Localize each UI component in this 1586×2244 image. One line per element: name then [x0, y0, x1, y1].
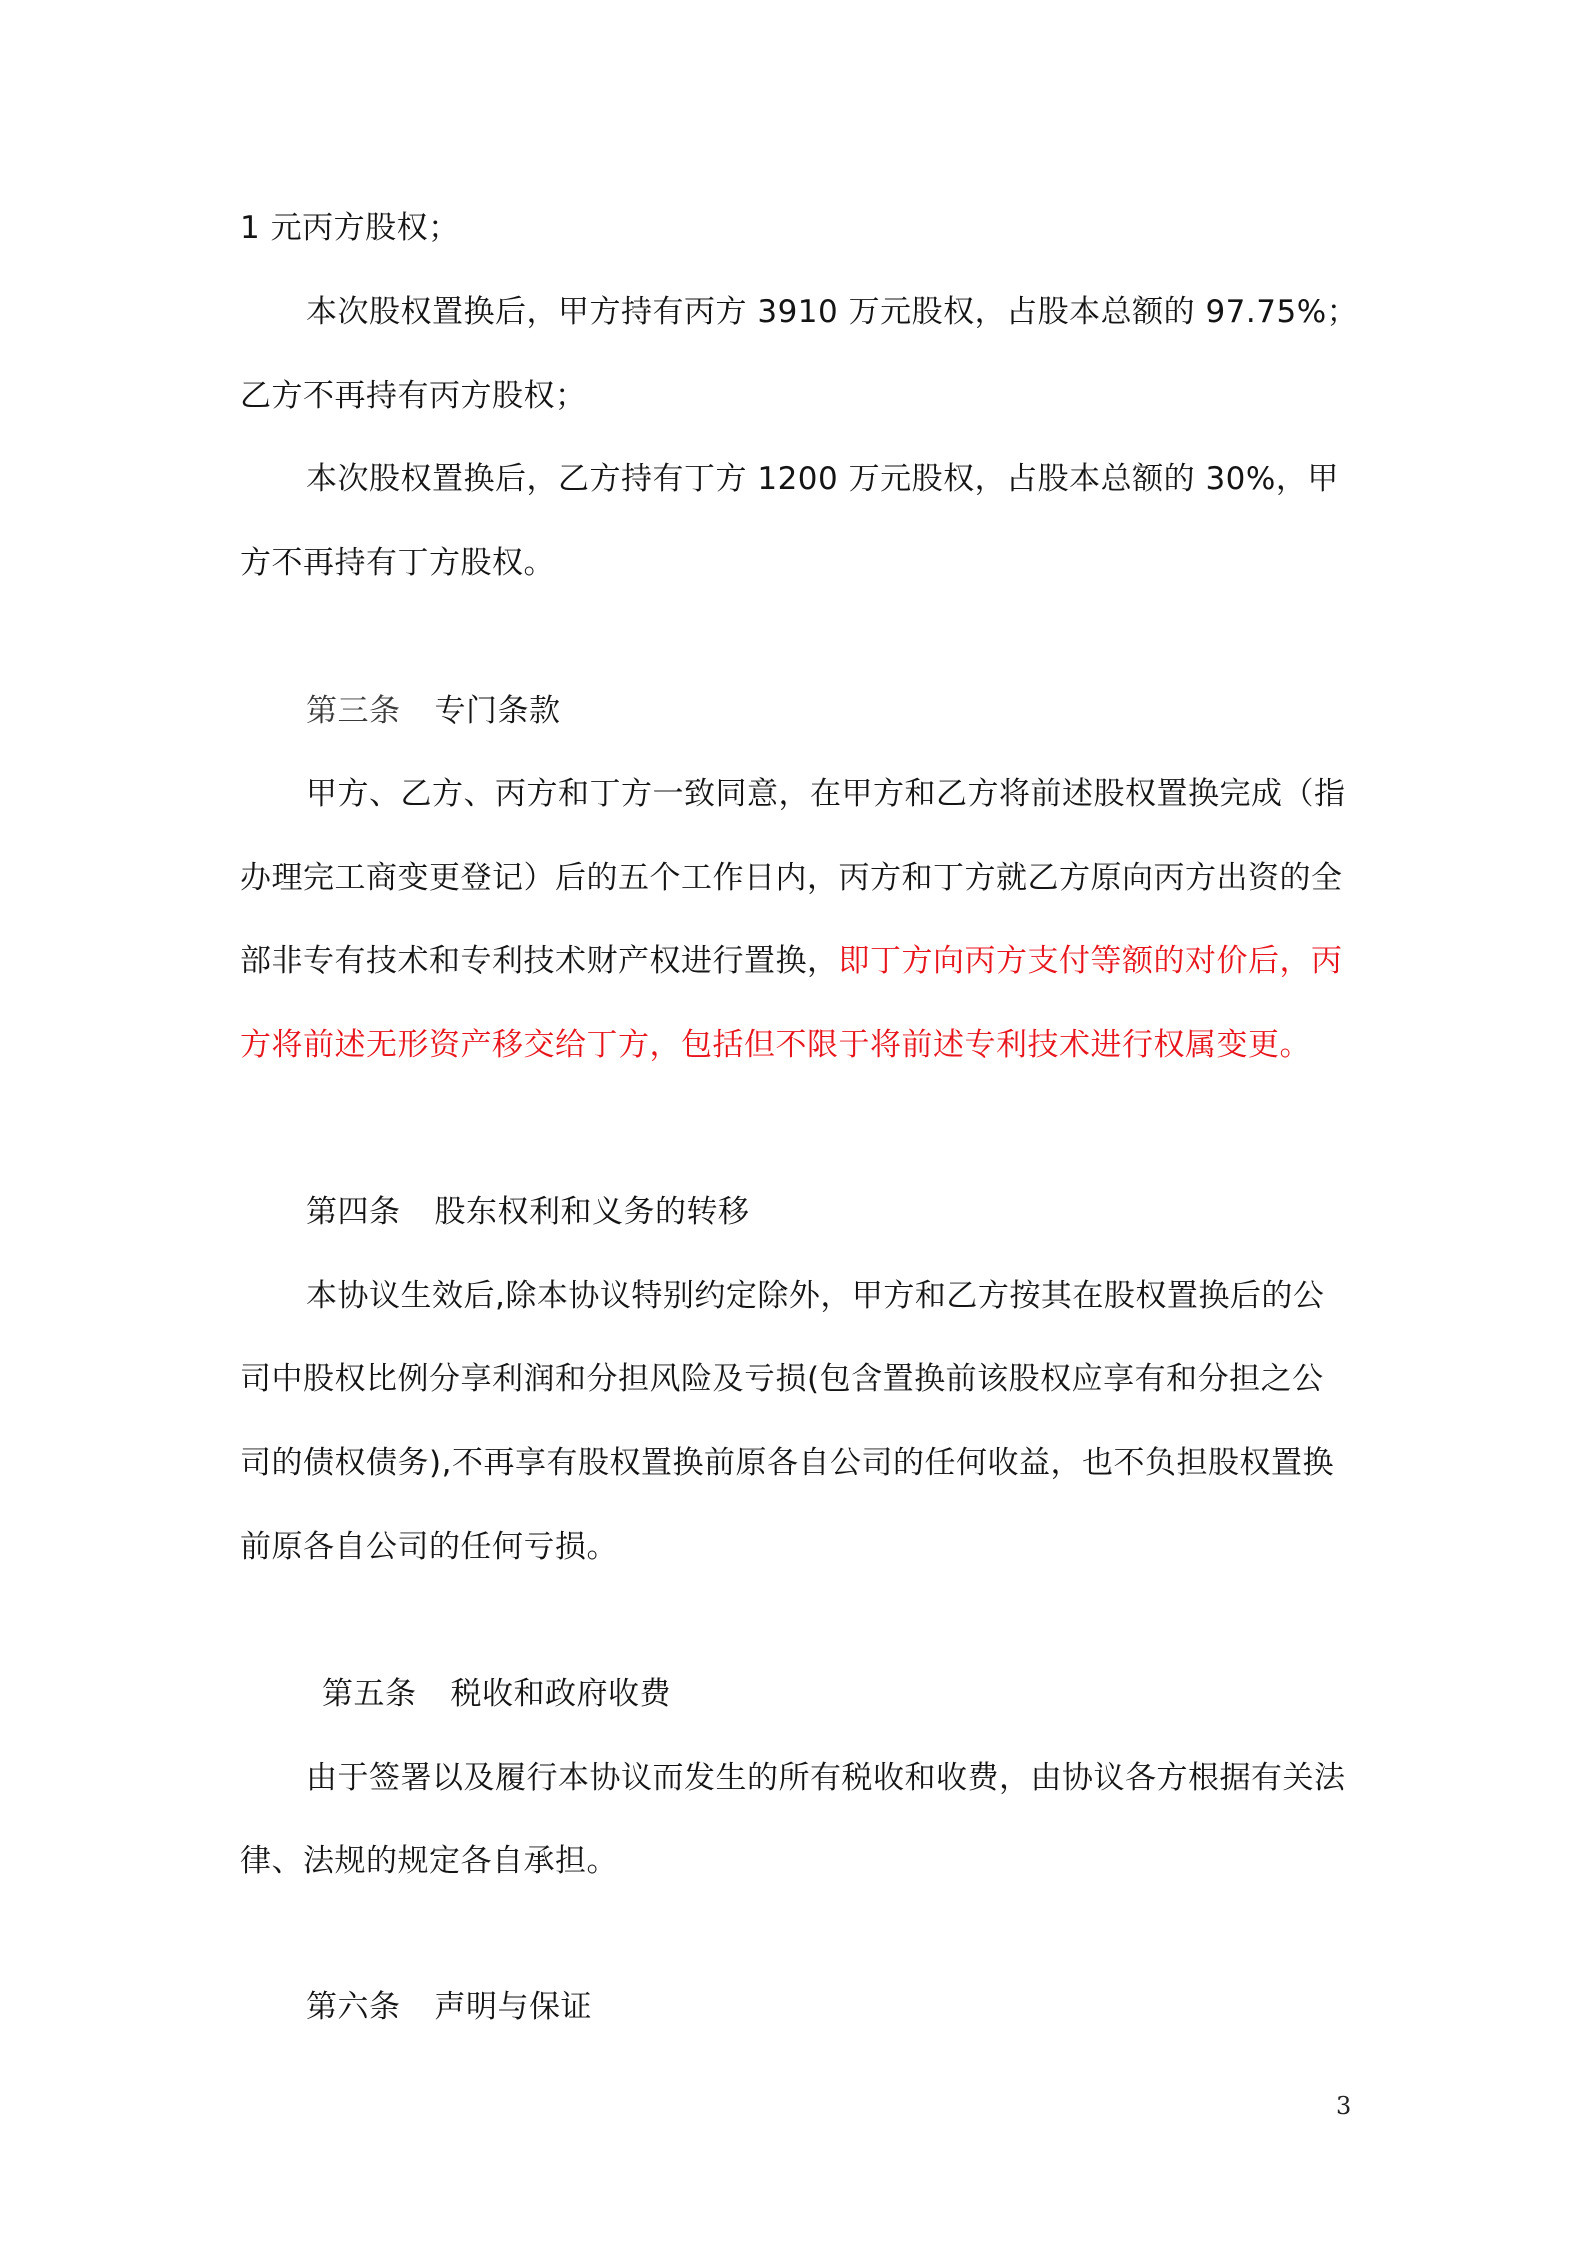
- text-line: 律、法规的规定各自承担。: [240, 1843, 618, 1879]
- text-line: 甲方、乙方、丙方和丁方一致同意，在甲方和乙方将前述股权置换完成（指: [306, 776, 1346, 812]
- article-number: 第五条: [322, 1676, 417, 1712]
- article-number: 第三条: [306, 693, 401, 729]
- article-number: 第四条: [306, 1194, 401, 1230]
- text-line: 办理完工商变更登记）后的五个工作日内，丙方和丁方就乙方原向丙方出资的全: [240, 860, 1343, 896]
- article-title: 声明与保证: [434, 1989, 592, 2025]
- text-line: [240, 939, 1343, 983]
- page-number: 3: [1336, 2092, 1352, 2120]
- text-line: 本协议生效后,除本协议特别约定除外，甲方和乙方按其在股权置换后的公: [306, 1278, 1325, 1314]
- article-number: 第六条: [306, 1989, 401, 2025]
- text-line: 乙方不再持有丙方股权；: [240, 378, 587, 414]
- text-line: 司的债权债务),不再享有股权置换前原各自公司的任何收益，也不负担股权置换: [240, 1445, 1334, 1481]
- article-title: 股东权利和义务的转移: [434, 1194, 750, 1230]
- text-line: 方不再持有丁方股权。: [240, 545, 555, 581]
- text-line: 本次股权置换后，乙方持有丁方 1200 万元股权，占股本总额的 30%，甲: [306, 461, 1339, 497]
- text-line: 前原各自公司的任何亏损。: [240, 1529, 618, 1565]
- text-line: 由于签署以及履行本协议而发生的所有税收和收费，由协议各方根据有关法: [306, 1760, 1346, 1796]
- text-line: 司中股权比例分享利润和分担风险及亏损(包含置换前该股权应享有和分担之公: [240, 1361, 1324, 1397]
- text-line: 1 元丙方股权；: [240, 210, 460, 246]
- article-heading-6: [306, 1985, 592, 2029]
- text-line: 本次股权置换后，甲方持有丙方 3910 万元股权，占股本总额的 97.75%；: [306, 294, 1359, 330]
- text-segment: 部非专有技术和专利技术财产权进行置换，: [240, 943, 839, 979]
- article-title: 专门条款: [434, 693, 561, 729]
- article-heading-3: [306, 689, 561, 733]
- highlighted-text-line: 方将前述无形资产移交给丁方，包括但不限于将前述专利技术进行权属变更。: [240, 1027, 1311, 1063]
- article-heading-5: [322, 1672, 671, 1716]
- article-heading-4: [306, 1190, 750, 1234]
- highlighted-text: 即丁方向丙方支付等额的对价后，丙: [838, 943, 1343, 979]
- article-title: 税收和政府收费: [450, 1676, 671, 1712]
